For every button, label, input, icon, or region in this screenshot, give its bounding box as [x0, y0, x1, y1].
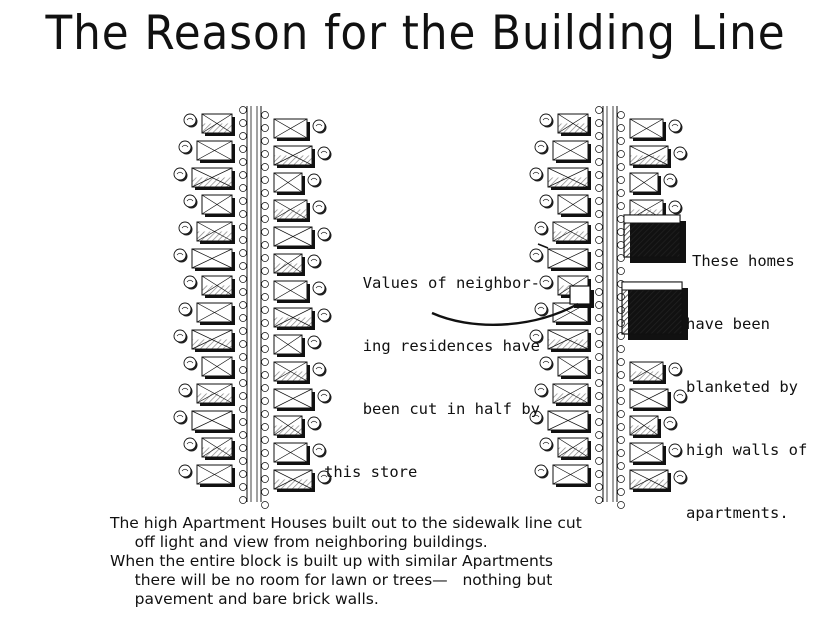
street-tree: [240, 445, 247, 452]
street-tree: [618, 151, 625, 158]
house: [192, 168, 235, 190]
house: [202, 276, 235, 298]
roof-shade: [630, 156, 668, 166]
house: [558, 438, 591, 460]
street-tree: [618, 476, 625, 483]
street-tree: [618, 411, 625, 418]
street-tree: [240, 276, 247, 283]
roof-shade: [274, 480, 312, 490]
store-annotation-line: Values of neighbor-: [362, 274, 540, 292]
street-tree: [596, 419, 603, 426]
street-tree: [262, 138, 269, 145]
tree-canopy: [318, 147, 330, 159]
street-tree: [596, 133, 603, 140]
street-tree: [262, 437, 269, 444]
street-tree: [240, 224, 247, 231]
tree-canopy: [179, 141, 191, 153]
street-tree: [596, 146, 603, 153]
street-tree: [262, 424, 269, 431]
street-tree: [240, 393, 247, 400]
house: [192, 249, 235, 271]
tree: [540, 357, 554, 371]
tree-canopy: [179, 222, 191, 234]
street-tree: [596, 367, 603, 374]
house: [548, 168, 591, 190]
page-title: The Reason for the Building Line: [45, 6, 786, 61]
street-tree: [262, 398, 269, 405]
tree: [184, 195, 198, 209]
street-tree: [262, 177, 269, 184]
street-tree: [618, 424, 625, 431]
street-tree: [596, 380, 603, 387]
store-annotation-line: been cut in half by: [362, 400, 540, 418]
house: [630, 362, 666, 384]
apartment-annotation-line: blanketed by: [686, 378, 798, 396]
tree: [664, 417, 678, 431]
house: [630, 146, 671, 168]
tree-canopy: [674, 471, 686, 483]
apartment-annotation: [686, 209, 807, 545]
street-tree: [262, 333, 269, 340]
tree-canopy: [184, 114, 196, 126]
caption-line: pavement and bare brick walls.: [110, 590, 379, 608]
house: [274, 119, 310, 141]
house: [192, 330, 235, 352]
apartment-building: [622, 282, 688, 340]
tree-canopy: [540, 357, 552, 369]
street-tree: [240, 120, 247, 127]
tree: [540, 438, 554, 452]
house: [274, 200, 310, 222]
street-tree: [618, 346, 625, 353]
street-tree: [262, 268, 269, 275]
street-tree: [618, 125, 625, 132]
tree: [669, 444, 683, 458]
roof-shade: [548, 340, 588, 350]
house: [553, 222, 591, 244]
roof-shade: [630, 426, 658, 436]
house: [630, 173, 661, 195]
street-tree: [262, 463, 269, 470]
tree-canopy: [669, 201, 681, 213]
tree-canopy: [540, 438, 552, 450]
street-tree: [596, 276, 603, 283]
street-tree: [618, 489, 625, 496]
house: [548, 249, 591, 271]
roof-shade: [192, 178, 232, 188]
tree: [174, 168, 188, 182]
tree: [674, 147, 688, 161]
house: [553, 384, 591, 406]
street-tree: [240, 250, 247, 257]
tree-canopy: [540, 114, 552, 126]
tree-canopy: [674, 390, 686, 402]
house: [274, 281, 310, 303]
street-tree: [262, 164, 269, 171]
tree-canopy: [308, 255, 320, 267]
street-tree: [596, 484, 603, 491]
roof-shade: [197, 394, 232, 404]
house: [202, 438, 235, 460]
street-tree: [618, 359, 625, 366]
street-tree: [596, 445, 603, 452]
street-tree: [618, 437, 625, 444]
tree-canopy: [313, 120, 325, 132]
tree: [184, 357, 198, 371]
tree: [179, 141, 193, 155]
street-tree: [262, 307, 269, 314]
tree: [535, 141, 549, 155]
roof-shade: [192, 340, 232, 350]
street-tree: [618, 203, 625, 210]
house: [274, 443, 310, 465]
street-tree: [596, 432, 603, 439]
house: [197, 384, 235, 406]
tree-canopy: [669, 363, 681, 375]
house: [202, 195, 235, 217]
street-tree: [618, 463, 625, 470]
street-tree: [262, 450, 269, 457]
roof-shade: [274, 318, 312, 328]
street-tree: [596, 289, 603, 296]
street-tree: [618, 398, 625, 405]
apartment-roof: [624, 215, 680, 223]
tree-canopy: [174, 411, 186, 423]
house: [192, 411, 235, 433]
apartment-annotation-line: have been: [686, 315, 770, 333]
roof-shade: [202, 286, 232, 296]
street-tree: [596, 211, 603, 218]
street-tree: [596, 198, 603, 205]
tree-canopy: [184, 357, 196, 369]
street-tree: [596, 393, 603, 400]
apartment-annotation-line: apartments.: [686, 504, 789, 522]
tree: [174, 411, 188, 425]
street-tree: [596, 224, 603, 231]
street-tree: [262, 255, 269, 262]
tree: [184, 114, 198, 128]
house: [274, 416, 305, 438]
house: [274, 389, 315, 411]
roof-shade: [553, 394, 588, 404]
street: [240, 106, 269, 509]
roof-shade: [274, 264, 302, 274]
roof-shade: [630, 372, 663, 382]
caption-line: When the entire block is built up with similar Apartments: [110, 552, 553, 570]
street-tree: [262, 281, 269, 288]
street-tree: [596, 458, 603, 465]
street-tree: [240, 237, 247, 244]
tree-canopy: [174, 330, 186, 342]
tree: [669, 363, 683, 377]
street-tree: [596, 354, 603, 361]
street-tree: [240, 458, 247, 465]
house: [274, 470, 315, 492]
street-tree: [596, 172, 603, 179]
street-tree: [618, 385, 625, 392]
house: [548, 411, 591, 433]
roof-shade: [202, 448, 232, 458]
street-tree: [596, 263, 603, 270]
street-tree: [262, 151, 269, 158]
street-tree: [596, 315, 603, 322]
street-tree: [240, 302, 247, 309]
street-tree: [240, 146, 247, 153]
street-tree: [240, 185, 247, 192]
street-tree: [262, 242, 269, 249]
house: [558, 357, 591, 379]
house: [274, 173, 305, 195]
street-tree: [240, 107, 247, 114]
tree: [308, 255, 322, 269]
street-tree: [240, 289, 247, 296]
street-tree: [618, 372, 625, 379]
house: [197, 465, 235, 487]
tree-canopy: [174, 168, 186, 180]
street-tree: [240, 315, 247, 322]
street-tree: [262, 229, 269, 236]
street-tree: [240, 341, 247, 348]
street-tree: [596, 406, 603, 413]
tree-canopy: [669, 444, 681, 456]
street-tree: [596, 120, 603, 127]
street-tree: [262, 203, 269, 210]
tree: [313, 120, 327, 134]
street-tree: [596, 497, 603, 504]
tree: [540, 276, 554, 290]
street-tree: [262, 216, 269, 223]
tree-canopy: [530, 168, 542, 180]
street-tree: [618, 112, 625, 119]
roof-shade: [274, 210, 307, 220]
street-tree: [240, 211, 247, 218]
street-tree: [240, 419, 247, 426]
tree-canopy: [664, 174, 676, 186]
tree: [308, 174, 322, 188]
store-annotation-line: this store: [324, 463, 418, 481]
house: [553, 465, 591, 487]
street-tree: [618, 502, 625, 509]
tree-canopy: [308, 174, 320, 186]
tree: [540, 195, 554, 209]
street-tree: [262, 476, 269, 483]
street-tree: [262, 125, 269, 132]
tree: [179, 222, 193, 236]
tree-canopy: [535, 141, 547, 153]
house: [197, 222, 235, 244]
street-tree: [596, 328, 603, 335]
store-roof: [570, 286, 590, 304]
street-tree: [240, 263, 247, 270]
tree: [179, 465, 193, 479]
tree-canopy: [184, 195, 196, 207]
street-tree: [618, 177, 625, 184]
street-tree: [262, 320, 269, 327]
street-tree: [596, 302, 603, 309]
street-tree: [596, 185, 603, 192]
tree-canopy: [179, 465, 191, 477]
street-tree: [262, 294, 269, 301]
tree: [174, 249, 188, 263]
street-tree: [262, 346, 269, 353]
house: [274, 146, 315, 168]
street-tree: [240, 471, 247, 478]
tree-canopy: [674, 147, 686, 159]
tree: [313, 201, 327, 215]
street-tree: [262, 489, 269, 496]
street-tree: [596, 159, 603, 166]
house: [630, 443, 666, 465]
tree-canopy: [179, 303, 191, 315]
tree-canopy: [669, 120, 681, 132]
street-tree: [262, 385, 269, 392]
house: [274, 362, 310, 384]
house: [558, 114, 591, 136]
house: [274, 254, 305, 276]
tree: [184, 438, 198, 452]
street-tree: [596, 341, 603, 348]
tree: [530, 168, 544, 182]
tree: [179, 303, 193, 317]
house: [202, 114, 235, 136]
street-tree: [262, 359, 269, 366]
apartment-roof: [622, 282, 682, 290]
roof-shade: [274, 156, 312, 166]
street-tree: [240, 328, 247, 335]
tree: [669, 120, 683, 134]
street-tree: [240, 133, 247, 140]
tree-canopy: [184, 276, 196, 288]
roof-shade: [202, 124, 232, 134]
store-annotation-line: ing residences have: [362, 337, 540, 355]
street-tree: [596, 250, 603, 257]
street-tree: [240, 432, 247, 439]
street-tree: [618, 450, 625, 457]
apartment-annotation-line: high walls of: [686, 441, 808, 459]
street-tree: [262, 411, 269, 418]
tree-canopy: [184, 438, 196, 450]
street-tree: [240, 367, 247, 374]
house: [630, 470, 671, 492]
house: [197, 141, 235, 163]
before-block-illustration: [174, 106, 332, 509]
tree-canopy: [308, 417, 320, 429]
street-tree: [262, 372, 269, 379]
street-tree: [240, 354, 247, 361]
tree: [318, 147, 332, 161]
tree: [308, 336, 322, 350]
street-tree: [596, 471, 603, 478]
house: [274, 308, 315, 330]
house: [202, 357, 235, 379]
street-tree: [240, 198, 247, 205]
street-tree: [618, 268, 625, 275]
street-tree: [240, 484, 247, 491]
tree: [179, 384, 193, 398]
roof-shade: [197, 232, 232, 242]
house: [274, 227, 315, 249]
street-tree: [240, 172, 247, 179]
street-tree: [596, 237, 603, 244]
house: [558, 195, 591, 217]
caption-line: there will be no room for lawn or trees— nothing but: [110, 571, 553, 589]
house: [274, 335, 305, 357]
tree-canopy: [540, 276, 552, 288]
house: [630, 389, 671, 411]
roof-shade: [548, 178, 588, 188]
caption: [110, 514, 750, 609]
street-tree: [262, 190, 269, 197]
apartment-building: [624, 215, 686, 263]
caption-line: off light and view from neighboring buildings.: [110, 533, 488, 551]
roof-shade: [558, 124, 588, 134]
house: [197, 303, 235, 325]
street-tree: [262, 502, 269, 509]
tree: [664, 174, 678, 188]
street-tree: [240, 406, 247, 413]
street-tree: [618, 138, 625, 145]
house: [553, 141, 591, 163]
roof-shade: [558, 448, 588, 458]
roof-shade: [630, 480, 668, 490]
roof-shade: [553, 232, 588, 242]
tree: [184, 276, 198, 290]
roof-shade: [274, 426, 302, 436]
store-annotation: [322, 231, 540, 504]
house: [630, 119, 666, 141]
caption-line: The high Apartment Houses built out to the sidewalk line cut: [110, 514, 582, 532]
street-tree: [240, 497, 247, 504]
street-tree: [262, 112, 269, 119]
tree-canopy: [540, 195, 552, 207]
tree-canopy: [174, 249, 186, 261]
street: [596, 106, 625, 509]
tree: [174, 330, 188, 344]
tree: [669, 201, 683, 215]
street-tree: [240, 380, 247, 387]
tree-canopy: [664, 417, 676, 429]
house: [548, 330, 591, 352]
street-tree: [618, 190, 625, 197]
street-tree: [596, 107, 603, 114]
house: [630, 416, 661, 438]
tree-canopy: [308, 336, 320, 348]
roof-shade: [274, 372, 307, 382]
apartment-annotation-line: These homes: [692, 252, 795, 270]
tree-canopy: [313, 201, 325, 213]
street-tree: [240, 159, 247, 166]
street-tree: [618, 164, 625, 171]
tree: [540, 114, 554, 128]
tree: [308, 417, 322, 431]
tree-canopy: [179, 384, 191, 396]
